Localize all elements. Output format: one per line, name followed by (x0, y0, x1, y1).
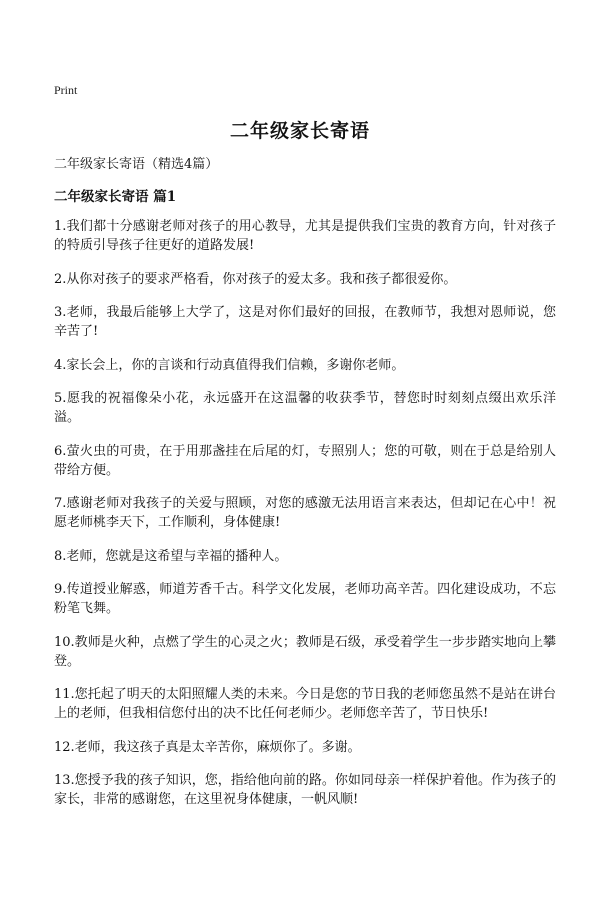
message-paragraph: 12.老师，我这孩子真是太辛苦你，麻烦你了。多谢。 (54, 739, 361, 755)
document-subtitle: 二年级家长寄语（精选4篇） (54, 157, 219, 172)
page-title: 二年级家长寄语 (229, 120, 370, 142)
message-paragraph: 3.老师，我最后能够上大学了，这是对你们最好的回报，在教师节，我想对恩师说，您辛苦了! (54, 305, 556, 339)
message-paragraph: 13.您授予我的孩子知识，您，指给他向前的路。你如同母亲一样保护着他。作为孩子的家长，非常的感谢您，在这里祝身体健康，一帆风顺! (54, 773, 556, 807)
message-paragraph: 11.您托起了明天的太阳照耀人类的未来。今日是您的节日我的老师您虽然不是站在讲台上的老师，但我相信您付出的决不比任何老师少。老师您辛苦了，节日快乐! (54, 687, 556, 721)
section-heading: 二年级家长寄语 篇1 (54, 189, 177, 205)
message-paragraph: 6.萤火虫的可贵，在于用那盏挂在后尾的灯，专照别人；您的可敬，则在于总是给别人带给方便。 (54, 443, 556, 478)
message-paragraph: 8.老师，您就是这希望与幸福的播种人。 (54, 548, 288, 564)
message-paragraph: 5.愿我的祝福像朵小花，永远盛开在这温馨的收获季节，替您时时刻刻点缀出欢乐洋溢。 (54, 391, 556, 425)
message-paragraph: 7.感谢老师对我孩子的关爱与照顾，对您的感激无法用语言来表达，但却记在心中！祝愿老师桃李天下，工作顺利，身体健康! (54, 496, 556, 530)
message-list (54, 217, 556, 824)
message-paragraph: 10.教师是火种，点燃了学生的心灵之火；教师是石级，承受着学生一步步踏实地向上攀登。 (54, 634, 556, 669)
message-paragraph: 1.我们都十分感谢老师对孩子的用心教导，尤其是提供我们宝贵的教育方向，针对孩子的特质引导孩子往更好的道路发展! (54, 219, 556, 253)
message-paragraph: 2.从你对孩子的要求严格看，你对孩子的爱太多。我和孩子都很爱你。 (54, 271, 457, 287)
message-paragraph: 4.家长会上，你的言谈和行动真值得我们信赖，多谢你老师。 (54, 357, 405, 373)
message-paragraph: 9.传道授业解惑，师道芳香千古。科学文化发展，老师功高辛苦。四化建设成功，不忘粉笔飞舞。 (54, 582, 556, 616)
print-label: Print (54, 83, 78, 97)
